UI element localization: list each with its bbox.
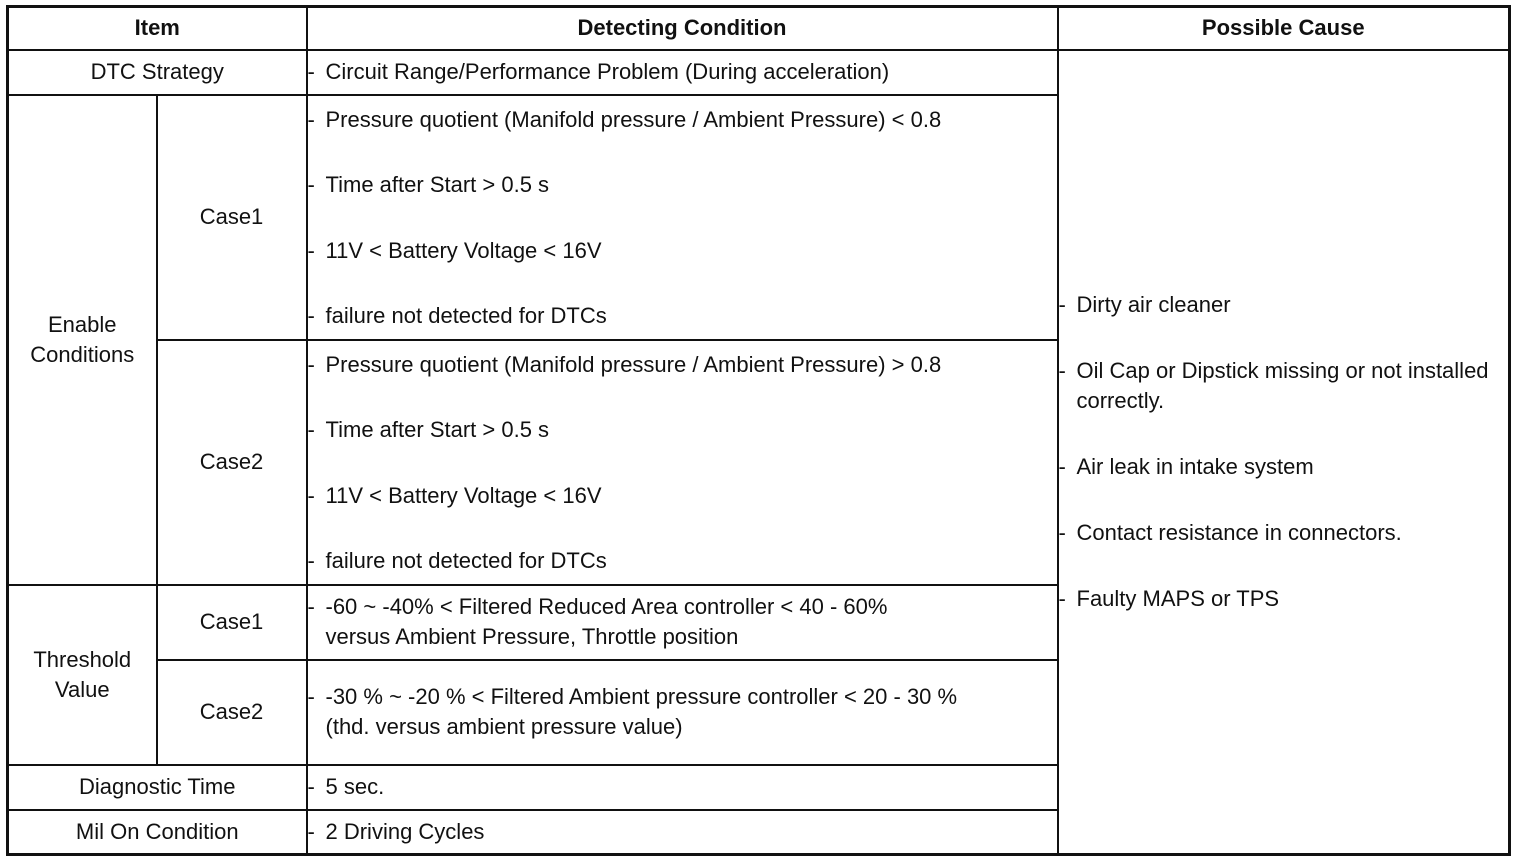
diagnostic-time-condition [307, 765, 1058, 810]
list-item [1059, 518, 1509, 548]
enable-case2-conditions [307, 340, 1058, 585]
bullet-dash: - [307, 352, 315, 377]
condition-text: -60 ~ -40% < Filtered Reduced Area controller < 40 - 60% [325, 594, 888, 619]
diagnostic-time-label: Diagnostic Time [8, 765, 307, 810]
bullet-dash: - [307, 107, 315, 132]
condition-text: 5 sec. [325, 774, 385, 799]
condition-text: Time after Start > 0.5 s [325, 417, 550, 443]
list-item [1059, 290, 1509, 320]
list-item [1059, 356, 1509, 416]
enable-conditions-text: Enable Conditions [30, 311, 135, 367]
list-item [308, 170, 1057, 200]
cause-text: Dirty air cleaner [1076, 291, 1231, 317]
cause-text: Air leak in intake system [1076, 453, 1314, 479]
bullet-dash: - [307, 684, 315, 709]
enable-case2-label: Case2 [157, 340, 307, 585]
condition-text-continued: versus Ambient Pressure, Throttle position [325, 624, 739, 649]
list-item [308, 105, 1057, 135]
enable-case1-label: Case1 [157, 95, 307, 340]
condition-text: 2 Driving Cycles [325, 818, 485, 844]
condition-text: Pressure quotient (Manifold pressure / Ambient Pressure) > 0.8 [325, 352, 942, 377]
enable-case1-conditions [307, 95, 1058, 340]
list-item [1059, 584, 1509, 614]
cause-text: Oil Cap or Dipstick missing or not installed correctly. [1076, 357, 1489, 413]
bullet-dash: - [1058, 291, 1066, 317]
header-detecting-condition: Detecting Condition [307, 7, 1058, 50]
header-item: Item [8, 7, 307, 50]
bullet-dash: - [1058, 357, 1066, 383]
cause-text: Contact resistance in connectors. [1076, 519, 1402, 545]
list-item [308, 415, 1057, 445]
bullet-dash: - [307, 417, 315, 443]
header-possible-cause: Possible Cause [1058, 7, 1510, 50]
possible-cause-cell [1058, 50, 1510, 855]
condition-text: Time after Start > 0.5 s [325, 172, 550, 198]
cause-text: Faulty MAPS or TPS [1076, 585, 1280, 611]
condition-text-continued: (thd. versus ambient pressure value) [325, 714, 683, 739]
condition-text: Pressure quotient (Manifold pressure / Ambient Pressure) < 0.8 [325, 107, 942, 132]
bullet-dash: - [307, 774, 315, 799]
bullet-dash: - [307, 172, 315, 198]
mil-on-condition-value [307, 810, 1058, 855]
threshold-case1-condition [307, 585, 1058, 660]
bullet-dash: - [307, 59, 315, 84]
threshold-case1-label: Case1 [157, 585, 307, 660]
threshold-value-text: Threshold Value [33, 646, 132, 702]
bullet-dash: - [307, 594, 315, 619]
condition-text: 11V < Battery Voltage < 16V [325, 482, 602, 508]
bullet-dash: - [307, 547, 315, 573]
bullet-dash: - [1058, 453, 1066, 479]
list-item [308, 301, 1057, 331]
bullet-dash: - [307, 818, 315, 844]
table-row [8, 50, 1510, 95]
header-row [8, 7, 1510, 50]
bullet-dash: - [307, 237, 315, 263]
enable-conditions-label [8, 95, 157, 585]
bullet-dash: - [307, 482, 315, 508]
bullet-dash: - [307, 302, 315, 328]
condition-text: -30 % ~ -20 % < Filtered Ambient pressure controller < 20 - 30 % [325, 684, 958, 709]
threshold-case2-condition [307, 660, 1058, 765]
bullet-dash: - [1058, 585, 1066, 611]
list-item [308, 481, 1057, 511]
dtc-table [6, 5, 1511, 856]
dtc-strategy-label: DTC Strategy [8, 50, 307, 95]
list-item [308, 546, 1057, 576]
dtc-strategy-condition [307, 50, 1058, 95]
bullet-dash: - [1058, 519, 1066, 545]
condition-text: failure not detected for DTCs [325, 302, 607, 328]
mil-on-condition-label: Mil On Condition [8, 810, 307, 855]
threshold-value-label [8, 585, 157, 765]
list-item [308, 350, 1057, 380]
condition-text: failure not detected for DTCs [325, 547, 607, 573]
list-item [1059, 452, 1509, 482]
threshold-case2-label: Case2 [157, 660, 307, 765]
condition-text: 11V < Battery Voltage < 16V [325, 237, 602, 263]
list-item [308, 236, 1057, 266]
possible-cause-list [1059, 290, 1509, 614]
condition-text: Circuit Range/Performance Problem (During acceleration) [325, 59, 890, 84]
